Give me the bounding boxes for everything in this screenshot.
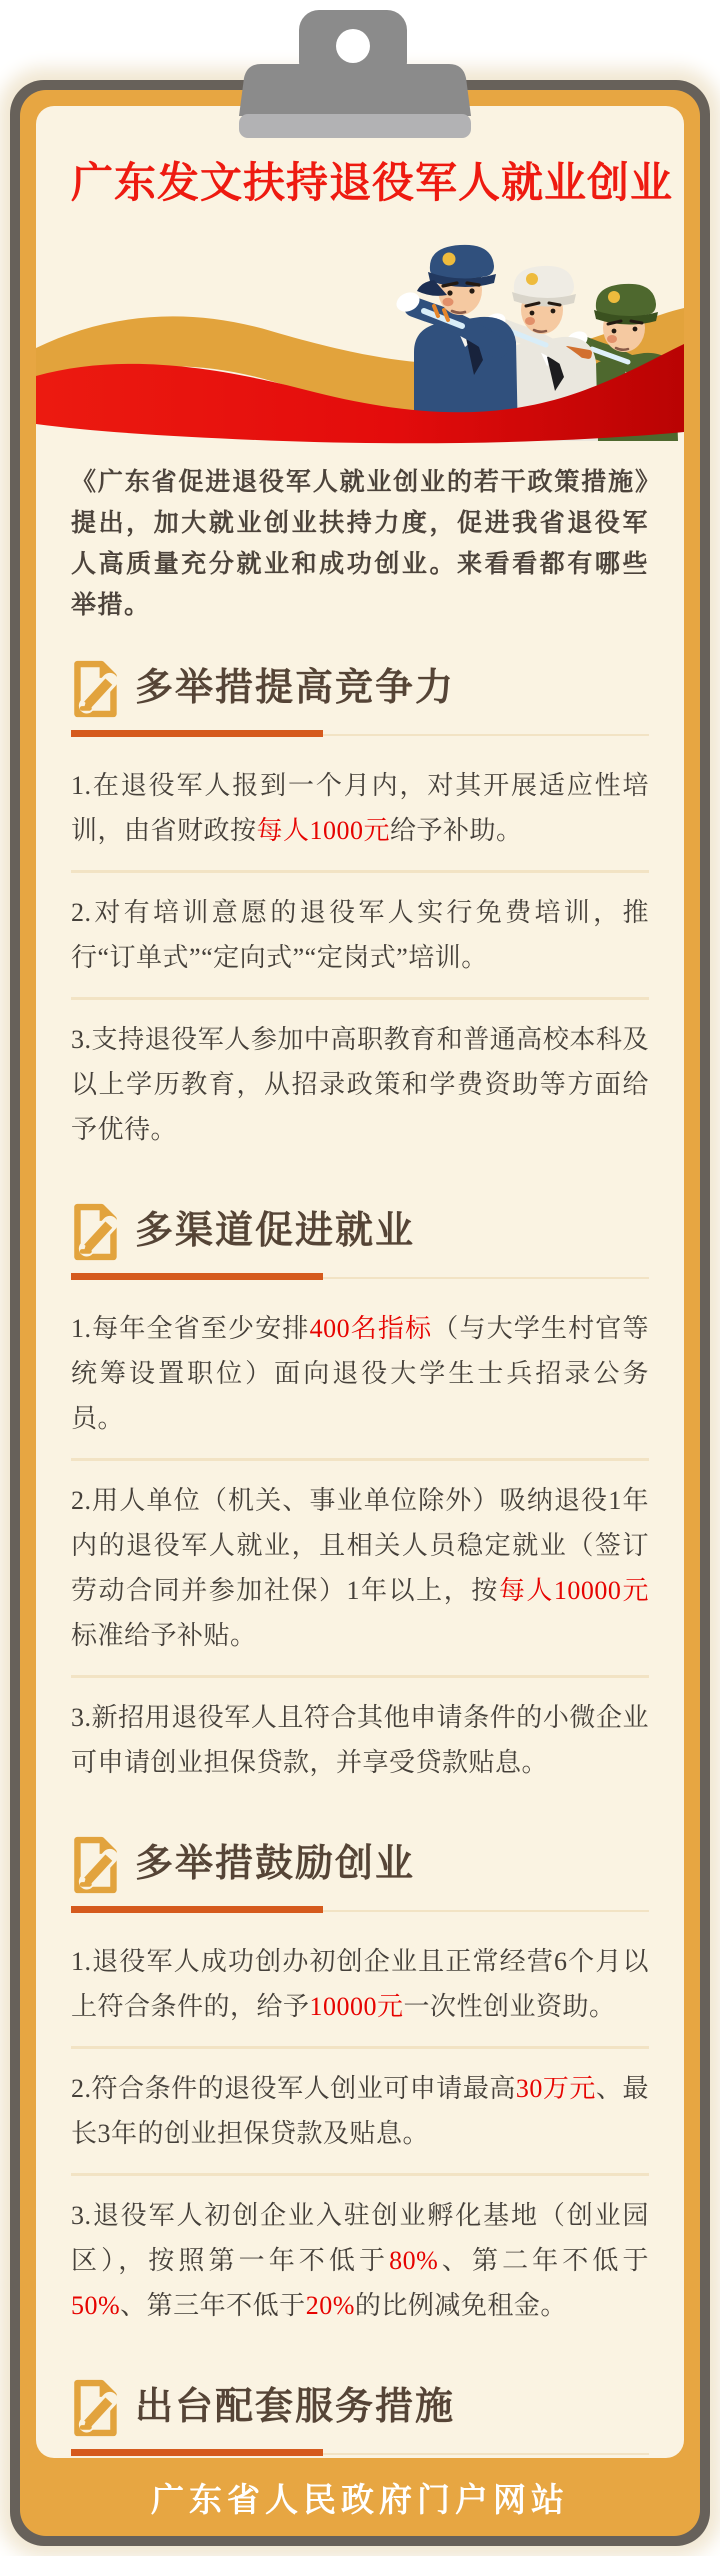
highlight-text: 400名指标 [309, 1314, 433, 1344]
highlight-text: 每人10000元 [498, 1576, 649, 1606]
clipboard-paper [36, 106, 684, 2458]
item-text: 标准给予补贴。 [71, 1621, 257, 1651]
section-divider [71, 2449, 649, 2457]
policy-item [71, 1922, 649, 2046]
three-saluting-soldiers-illustration [36, 236, 684, 446]
pencil-note-icon [71, 1203, 119, 1261]
item-text: 1.退役军人成功创办初创企业且正常经营6个月以上符合条件的，给予 [71, 1947, 649, 2022]
item-text: 2.对有培训意愿的退役军人实行免费培训，推行“订单式”“定向式”“定岗式”培训。 [71, 898, 649, 973]
item-text: 2.符合条件的退役军人创业可申请最高 [71, 2074, 516, 2104]
section-items [71, 746, 649, 1169]
item-text: 、第三年不低于 [120, 2291, 306, 2321]
policy-item [71, 1458, 649, 1675]
policy-section [71, 2379, 649, 2458]
item-text: 3.支持退役军人参加中高职教育和普通高校本科及以上学历教育，从招录政策和学费资助等方面给予优待。 [71, 1025, 649, 1145]
section-header [71, 660, 649, 718]
policy-item [71, 1289, 649, 1458]
section-title: 多举措提高竞争力 [135, 667, 456, 710]
section-divider [71, 1273, 649, 1281]
item-text: 、最长3年的创业担保贷款及贴息。 [71, 2074, 649, 2149]
highlight-text: 80% [389, 2246, 439, 2276]
section-items [71, 1289, 649, 1802]
clipboard-gold-frame [20, 90, 700, 2536]
clipboard-clip-icon [237, 8, 473, 140]
item-text: 1.每年全省至少安排 [71, 1314, 310, 1344]
section-header [71, 1203, 649, 1261]
pencil-note-icon [71, 2379, 119, 2437]
item-text: 1.在退役军人报到一个月内，对其开展适应性培训，由省财政按 [71, 771, 649, 846]
policy-item [71, 997, 649, 1169]
section-title: 多渠道促进就业 [135, 1210, 416, 1253]
section-title: 出台配套服务措施 [135, 2386, 456, 2429]
policy-item [71, 2046, 649, 2173]
highlight-text: 每人1000元 [256, 816, 391, 846]
page-title: 广东发文扶持退役军人就业创业 [71, 159, 674, 206]
section-items [71, 1922, 649, 2345]
item-text: 3.新招用退役军人且符合其他申请条件的小微企业可申请创业担保贷款，并享受贷款贴息。 [71, 1703, 649, 1778]
pencil-note-icon [71, 1836, 119, 1894]
item-text: （与大学生村官等统筹设置职位）面向退役大学生士兵招录公务员。 [71, 1314, 649, 1434]
item-text: 一次性创业资助。 [403, 1992, 616, 2022]
highlight-text: 10000元 [309, 1992, 404, 2022]
section-divider [71, 1906, 649, 1914]
section-header [71, 1836, 649, 1894]
item-text: 2.用人单位（机关、事业单位除外）吸纳退役1年内的退役军人就业，且相关人员稳定就业（签订劳动合同并参加社保）1年以上，按 [71, 1486, 649, 1606]
item-text: 、第二年不低于 [438, 2246, 649, 2276]
highlight-text: 50% [71, 2291, 121, 2321]
pencil-note-icon [71, 660, 119, 718]
policy-item [71, 2173, 649, 2345]
policy-item [71, 1675, 649, 1802]
footer-site-name: 广东省人民政府门户网站 [151, 2480, 569, 2518]
policy-item [71, 746, 649, 870]
intro-paragraph: 《广东省促进退役军人就业创业的若干政策措施》提出，加大就业创业扶持力度，促进我省退役军人高质量充分就业和成功创业。来看看都有哪些举措。 [71, 469, 649, 620]
sections [71, 660, 649, 2458]
policy-section [71, 1203, 649, 1802]
footer-banner [20, 2458, 700, 2536]
policy-item [71, 870, 649, 997]
section-divider [71, 730, 649, 738]
section-title: 多举措鼓励创业 [135, 1843, 416, 1886]
item-text: 3.退役军人初创企业入驻创业孵化基地（创业园区），按照第一年不低于 [71, 2201, 649, 2276]
highlight-text: 20% [305, 2291, 355, 2321]
highlight-text: 30万元 [515, 2074, 596, 2104]
policy-section [71, 1836, 649, 2345]
policy-section [71, 660, 649, 1169]
item-text: 的比例减免租金。 [354, 2291, 567, 2321]
clipboard-board [10, 80, 710, 2546]
section-header [71, 2379, 649, 2437]
item-text: 给予补助。 [390, 816, 523, 846]
